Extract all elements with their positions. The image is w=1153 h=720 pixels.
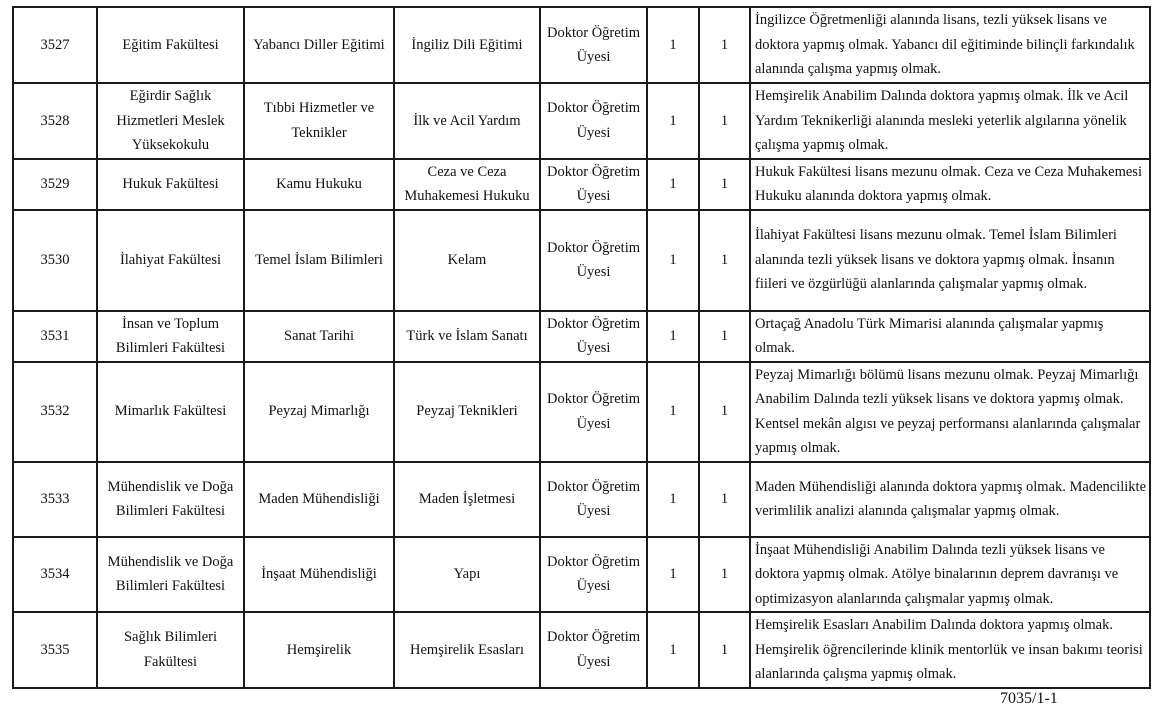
department-name: Peyzaj Mimarlığı <box>244 362 394 462</box>
unit-name: İnsan ve Toplum Bilimleri Fakültesi <box>97 311 244 362</box>
unit-name: Eğirdir Sağlık Hizmetleri Meslek Yüksekokulu <box>97 83 244 159</box>
position-count: 1 <box>699 7 750 83</box>
degree-value: 1 <box>647 362 699 462</box>
degree-value: 1 <box>647 159 699 210</box>
table-row <box>13 462 1150 537</box>
field-name: Ceza ve Ceza Muhakemesi Hukuku <box>394 159 540 210</box>
position-count: 1 <box>699 210 750 311</box>
position-count: 1 <box>699 537 750 613</box>
field-name: Hemşirelik Esasları <box>394 612 540 688</box>
degree-value: 1 <box>647 462 699 537</box>
academic-title: Doktor Öğretim Üyesi <box>540 362 647 462</box>
unit-name: İlahiyat Fakültesi <box>97 210 244 311</box>
position-number: 3527 <box>13 7 97 83</box>
table-row <box>13 311 1150 362</box>
table-row <box>13 159 1150 210</box>
academic-title: Doktor Öğretim Üyesi <box>540 83 647 159</box>
department-name: Temel İslam Bilimleri <box>244 210 394 311</box>
requirement-text: Hemşirelik Esasları Anabilim Dalında doktora yapmış olmak. Hemşirelik öğrencilerinde klinik mentorlük ve insan bakımı teorisi alanlarında çalışma yapmış olmak. <box>750 612 1150 688</box>
position-count: 1 <box>699 311 750 362</box>
department-name: Hemşirelik <box>244 612 394 688</box>
field-name: Kelam <box>394 210 540 311</box>
department-name: Yabancı Diller Eğitimi <box>244 7 394 83</box>
page-reference-number: 7035/1-1 <box>1000 690 1058 707</box>
position-number: 3535 <box>13 612 97 688</box>
table-row <box>13 7 1150 83</box>
position-count: 1 <box>699 159 750 210</box>
unit-name: Mühendislik ve Doğa Bilimleri Fakültesi <box>97 462 244 537</box>
position-count: 1 <box>699 462 750 537</box>
table-body <box>13 7 1150 688</box>
unit-name: Mühendislik ve Doğa Bilimleri Fakültesi <box>97 537 244 613</box>
table-row <box>13 612 1150 688</box>
unit-name: Sağlık Bilimleri Fakültesi <box>97 612 244 688</box>
degree-value: 1 <box>647 537 699 613</box>
position-number: 3532 <box>13 362 97 462</box>
requirement-text: Peyzaj Mimarlığı bölümü lisans mezunu olmak. Peyzaj Mimarlığı Anabilim Dalında tezli yüksek lisans ve doktora yapmış olmak. Kentsel mekân algısı ve peyzaj performansı alanlarında çalışmalar yapmış olmak. <box>750 362 1150 462</box>
position-count: 1 <box>699 362 750 462</box>
degree-value: 1 <box>647 612 699 688</box>
department-name: Maden Mühendisliği <box>244 462 394 537</box>
position-count: 1 <box>699 612 750 688</box>
requirement-text: İlahiyat Fakültesi lisans mezunu olmak. Temel İslam Bilimleri alanında tezli yüksek lisans ve doktora yapmış olmak. İnsanın fiileri ve özgürlüğü alanlarında çalışmalar yapmış olmak. <box>750 210 1150 311</box>
degree-value: 1 <box>647 311 699 362</box>
position-number: 3528 <box>13 83 97 159</box>
department-name: Kamu Hukuku <box>244 159 394 210</box>
position-number: 3529 <box>13 159 97 210</box>
field-name: Türk ve İslam Sanatı <box>394 311 540 362</box>
department-name: Tıbbi Hizmetler ve Teknikler <box>244 83 394 159</box>
position-number: 3531 <box>13 311 97 362</box>
department-name: İnşaat Mühendisliği <box>244 537 394 613</box>
academic-title: Doktor Öğretim Üyesi <box>540 612 647 688</box>
academic-title: Doktor Öğretim Üyesi <box>540 311 647 362</box>
requirement-text: Ortaçağ Anadolu Türk Mimarisi alanında çalışmalar yapmış olmak. <box>750 311 1150 362</box>
field-name: İngiliz Dili Eğitimi <box>394 7 540 83</box>
requirement-text: İngilizce Öğretmenliği alanında lisans, tezli yüksek lisans ve doktora yapmış olmak. Yabancı dil eğitiminde bilinçli farkındalık alanında çalışma yapmış olmak. <box>750 7 1150 83</box>
requirement-text: Maden Mühendisliği alanında doktora yapmış olmak. Madencilikte verimlilik analizi alanında çalışmalar yapmış olmak. <box>750 462 1150 537</box>
requirement-text: Hukuk Fakültesi lisans mezunu olmak. Ceza ve Ceza Muhakemesi Hukuku alanında doktora yapmış olmak. <box>750 159 1150 210</box>
table-row <box>13 537 1150 613</box>
academic-title: Doktor Öğretim Üyesi <box>540 537 647 613</box>
academic-title: Doktor Öğretim Üyesi <box>540 210 647 311</box>
requirement-text: İnşaat Mühendisliği Anabilim Dalında tezli yüksek lisans ve doktora yapmış olmak. Atölye binalarının deprem davranışı ve optimizasyon alanlarında çalışmalar yapmış olmak. <box>750 537 1150 613</box>
academic-title: Doktor Öğretim Üyesi <box>540 7 647 83</box>
academic-title: Doktor Öğretim Üyesi <box>540 159 647 210</box>
position-count: 1 <box>699 83 750 159</box>
unit-name: Eğitim Fakültesi <box>97 7 244 83</box>
department-name: Sanat Tarihi <box>244 311 394 362</box>
position-number: 3533 <box>13 462 97 537</box>
positions-table <box>12 6 1151 689</box>
table-row <box>13 83 1150 159</box>
degree-value: 1 <box>647 83 699 159</box>
table-row <box>13 362 1150 462</box>
unit-name: Hukuk Fakültesi <box>97 159 244 210</box>
field-name: Maden İşletmesi <box>394 462 540 537</box>
degree-value: 1 <box>647 210 699 311</box>
requirement-text: Hemşirelik Anabilim Dalında doktora yapmış olmak. İlk ve Acil Yardım Teknikerliği alanında mesleki yeterlik algılarına yönelik çalışma yapmış olmak. <box>750 83 1150 159</box>
position-number: 3530 <box>13 210 97 311</box>
degree-value: 1 <box>647 7 699 83</box>
position-number: 3534 <box>13 537 97 613</box>
field-name: Peyzaj Teknikleri <box>394 362 540 462</box>
field-name: Yapı <box>394 537 540 613</box>
table-row <box>13 210 1150 311</box>
field-name: İlk ve Acil Yardım <box>394 83 540 159</box>
academic-title: Doktor Öğretim Üyesi <box>540 462 647 537</box>
unit-name: Mimarlık Fakültesi <box>97 362 244 462</box>
